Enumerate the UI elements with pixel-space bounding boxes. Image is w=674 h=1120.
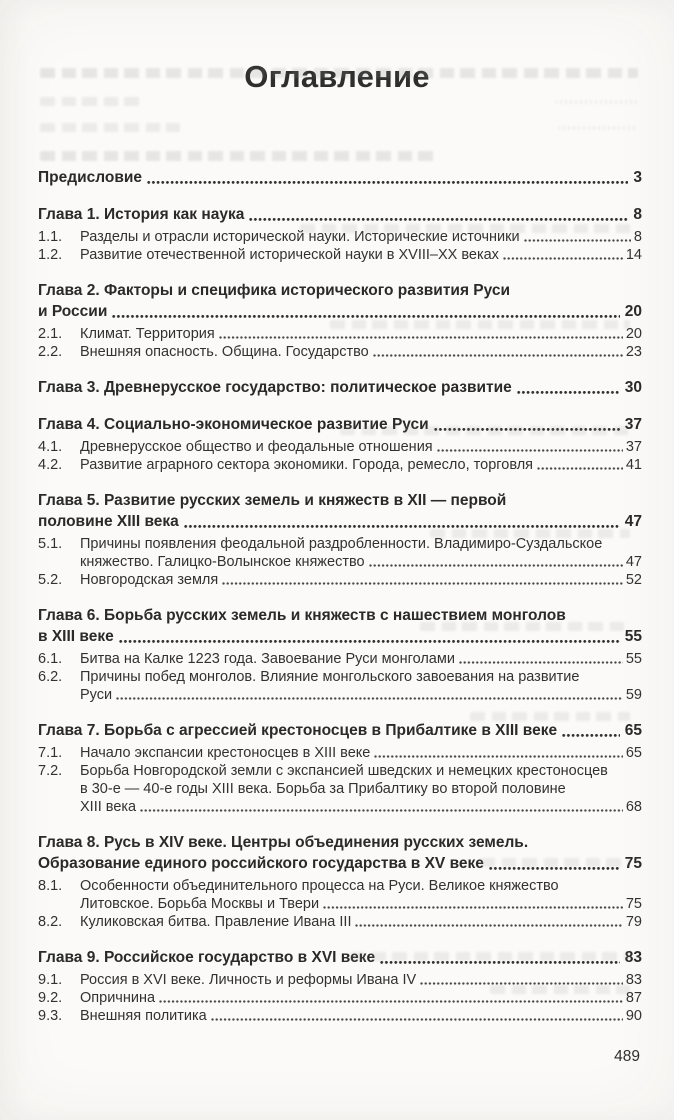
dot-leader: [323, 905, 623, 910]
toc-item-number: 9.1.: [38, 972, 63, 988]
dot-leader: [517, 390, 620, 395]
toc-item: [38, 246, 642, 264]
toc-item-text: Развитие отечественной исторической науки в XVIII–XX веках: [80, 247, 499, 263]
toc-item: [38, 762, 642, 816]
dot-leader: [524, 238, 631, 243]
toc-item-text: Древнерусское общество и феодальные отношения: [80, 439, 433, 455]
toc-item-page-number: 83: [625, 972, 642, 988]
toc-item: [38, 650, 642, 668]
toc-items: [38, 438, 642, 474]
toc-item-body: [80, 456, 642, 474]
dot-leader: [219, 335, 623, 340]
bleedthrough-text-ghost: [40, 151, 435, 161]
dot-leader: [369, 563, 623, 568]
dot-leader: [562, 733, 620, 738]
dot-leader: [537, 466, 623, 471]
toc-item-text: Развитие аграрного сектора экономики. Города, ремесло, торговля: [80, 457, 534, 473]
bleedthrough-text-ghost: [300, 224, 630, 233]
dot-leader: [112, 314, 619, 319]
toc-item-page-number: 41: [625, 457, 642, 473]
chapter-heading-text: Глава 9. Российское государство в XVI веке: [38, 949, 376, 966]
bleedthrough-text-ghost: [558, 126, 638, 130]
toc-item-number: 5.2.: [38, 572, 63, 588]
toc-item-page-number: 68: [625, 799, 642, 815]
chapter-heading-text: Глава 4. Социально-экономическое развитие Руси: [38, 416, 429, 433]
chapter-heading-line: [38, 301, 642, 322]
toc-item-number: 1.2.: [38, 247, 63, 263]
toc-item-text: Внешняя политика: [80, 1008, 207, 1024]
toc-item-line: [80, 553, 642, 571]
toc-item-line: [80, 246, 642, 264]
toc-item-line: [80, 571, 642, 589]
chapter-heading-text: Предисловие: [38, 169, 143, 186]
toc-item-line: [80, 744, 642, 762]
chapter-page-number: 30: [624, 379, 642, 396]
dot-leader: [373, 353, 623, 358]
chapter-page-number: 47: [624, 513, 642, 530]
toc-item: [38, 668, 642, 704]
toc-item-text: княжество. Галицко-Волынское княжество: [80, 554, 365, 570]
toc-item-page-number: 55: [625, 651, 642, 667]
chapter-heading-line: [38, 204, 642, 225]
chapter-heading-line: [38, 167, 642, 188]
toc-item-body: [80, 744, 642, 762]
page-number: 489: [614, 1048, 640, 1065]
dot-leader: [459, 660, 623, 665]
toc-entry: [38, 832, 642, 931]
bleedthrough-text-ghost: [480, 858, 630, 867]
chapter-heading-line: Глава 2. Факторы и специфика исторического развития Руси: [38, 282, 511, 299]
chapter-page-number: 37: [624, 416, 642, 433]
bleedthrough-text-ghost: [40, 123, 180, 132]
bleedthrough-text-ghost: [340, 426, 630, 435]
toc-item-number: 2.2.: [38, 344, 63, 360]
toc-item-page-number: 59: [625, 687, 642, 703]
toc-item-line: [80, 895, 642, 913]
bleedthrough-text-ghost: [470, 712, 630, 721]
chapter-heading-text: в XIII веке: [38, 628, 114, 645]
toc-item-page-number: 14: [625, 247, 642, 263]
dot-leader: [116, 696, 623, 701]
toc-item-text: Новгородская земля: [80, 572, 219, 588]
toc-item: [38, 913, 642, 931]
toc-item-number: 8.2.: [38, 914, 63, 930]
chapter-page-number: 83: [624, 949, 642, 966]
toc-item-text: Опричнина: [80, 990, 156, 1006]
toc-item-number: 4.1.: [38, 439, 63, 455]
toc-item-line: Борьба Новгородской земли с экспансией шведских и немецких крестоносцев: [80, 763, 608, 779]
chapter-page-number: 75: [624, 855, 642, 872]
dot-leader: [249, 217, 628, 222]
toc-entry: [38, 377, 642, 398]
toc-item: [38, 877, 642, 913]
chapter-page-number: 8: [633, 206, 642, 223]
toc-item-page-number: 47: [625, 554, 642, 570]
dot-leader: [503, 256, 623, 261]
toc-item-body: [80, 668, 642, 704]
chapter-heading-line: [38, 377, 642, 398]
toc-item-number: 6.2.: [38, 669, 63, 685]
toc-item-number: 4.2.: [38, 457, 63, 473]
toc-item-body: [80, 1007, 642, 1025]
bleedthrough-text-ghost: [40, 97, 145, 106]
toc-item-number: 9.2.: [38, 990, 63, 1006]
toc-item-line: [80, 343, 642, 361]
toc-item-page-number: 90: [625, 1008, 642, 1024]
chapter-heading-line: Глава 8. Русь в XIV веке. Центры объединения русских земель.: [38, 834, 529, 851]
toc-items: [38, 744, 642, 816]
toc-item-number: 9.3.: [38, 1008, 63, 1024]
toc-item-line: [80, 686, 642, 704]
toc-item-page-number: 65: [625, 745, 642, 761]
toc-item-body: [80, 650, 642, 668]
toc-item-text: Климат. Территория: [80, 326, 215, 342]
toc-item-line: [80, 650, 642, 668]
toc-item-text: XIII века: [80, 799, 137, 815]
toc-item-line: Причины побед монголов. Влияние монгольского завоевания на развитие: [80, 669, 580, 685]
dot-leader: [147, 180, 628, 185]
toc-item-number: 2.1.: [38, 326, 63, 342]
toc-item-body: [80, 877, 642, 913]
toc-entry: [38, 167, 642, 188]
toc-item-line: [80, 913, 642, 931]
chapter-page-number: 55: [624, 628, 642, 645]
toc-item: [38, 535, 642, 571]
toc-item-text: Битва на Калке 1223 года. Завоевание Руси монголами: [80, 651, 455, 667]
bleedthrough-text-ghost: [490, 985, 630, 994]
toc-items: [38, 971, 642, 1025]
toc-item-line: Особенности объединительного процесса на Руси. Великое княжество: [80, 878, 559, 894]
chapter-page-number: 65: [624, 722, 642, 739]
toc-entry: [38, 720, 642, 816]
toc-item-text: Куликовская битва. Правление Ивана III: [80, 914, 352, 930]
toc-entry: [38, 605, 642, 704]
toc-item-text: Россия в XVI веке. Личность и реформы Ивана IV: [80, 972, 417, 988]
dot-leader: [140, 808, 623, 813]
toc-item-number: 1.1.: [38, 229, 63, 245]
toc-item-text: Литовское. Борьба Москвы и Твери: [80, 896, 320, 912]
chapter-page-number: 20: [624, 303, 642, 320]
toc-item: [38, 438, 642, 456]
chapter-heading-text: и России: [38, 303, 108, 320]
chapter-heading-text: Глава 7. Борьба с агрессией крестоносцев в Прибалтике в XIII веке: [38, 722, 558, 739]
toc-item-line: [80, 438, 642, 456]
toc-items: [38, 228, 642, 264]
toc-item-number: 6.1.: [38, 651, 63, 667]
toc-item-text: Начало экспансии крестоносцев в XIII веке: [80, 745, 371, 761]
dot-leader: [437, 448, 623, 453]
bleedthrough-text-ghost: [350, 952, 630, 961]
toc-item-line: [80, 1007, 642, 1025]
bleedthrough-text-ghost: [555, 100, 638, 104]
toc-items: [38, 877, 642, 931]
toc-item-body: [80, 246, 642, 264]
dot-leader: [222, 581, 623, 586]
toc-entry: [38, 414, 642, 474]
toc-item-line: [80, 456, 642, 474]
toc-item-number: 7.1.: [38, 745, 63, 761]
toc-item-body: [80, 535, 642, 571]
toc-item-page-number: 52: [625, 572, 642, 588]
toc-item-page-number: 20: [625, 326, 642, 342]
table-of-contents: [0, 167, 674, 1025]
toc-item-text: Внешняя опасность. Община. Государство: [80, 344, 369, 360]
toc-item-line: в 30-е — 40-е годы XIII века. Борьба за Прибалтику во второй половине: [80, 781, 566, 797]
toc-items: [38, 650, 642, 704]
toc-item: [38, 343, 642, 361]
toc-item-body: [80, 571, 642, 589]
toc-item-page-number: 79: [625, 914, 642, 930]
dot-leader: [374, 754, 623, 759]
toc-item-body: [80, 913, 642, 931]
chapter-heading-line: [38, 720, 642, 741]
bleedthrough-text-ghost: [330, 320, 630, 329]
toc-item-page-number: 87: [625, 990, 642, 1006]
dot-leader: [119, 639, 620, 644]
toc-item-page-number: 75: [625, 896, 642, 912]
chapter-heading-text: Глава 1. История как наука: [38, 206, 245, 223]
toc-item-number: 8.1.: [38, 878, 63, 894]
bleedthrough-text-ghost: [40, 68, 638, 78]
toc-item-page-number: 37: [625, 439, 642, 455]
toc-item: [38, 744, 642, 762]
bleedthrough-text-ghost: [420, 622, 630, 631]
toc-item-number: 5.1.: [38, 536, 63, 552]
toc-item: [38, 571, 642, 589]
dot-leader: [159, 999, 623, 1004]
dot-leader: [211, 1017, 623, 1022]
toc-items: [38, 535, 642, 589]
chapter-heading-text: Образование единого российского государства в XV веке: [38, 855, 484, 872]
toc-item: [38, 456, 642, 474]
toc-item-line: Причины появления феодальной раздробленности. Владимиро-Суздальское: [80, 536, 603, 552]
dot-leader: [355, 923, 622, 928]
toc-items: [38, 325, 642, 361]
chapter-heading-text: половине XIII века: [38, 513, 179, 530]
chapter-page-number: 3: [633, 169, 642, 186]
toc-item: [38, 1007, 642, 1025]
toc-entry: [38, 490, 642, 589]
chapter-heading-line: Глава 6. Борьба русских земель и княжеств с нашествием монголов: [38, 607, 566, 624]
bleedthrough-text-ghost: [430, 529, 630, 538]
toc-item-page-number: 23: [625, 344, 642, 360]
toc-item-text: Руси: [80, 687, 113, 703]
toc-item-body: [80, 762, 642, 816]
chapter-heading-text: Глава 3. Древнерусское государство: политическое развитие: [38, 379, 512, 396]
toc-item-body: [80, 343, 642, 361]
toc-entry: [38, 204, 642, 264]
toc-item-line: [80, 798, 642, 816]
page-title: Оглавление: [244, 59, 430, 94]
toc-item-text: Разделы и отрасли исторической науки. Исторические источники: [80, 229, 520, 245]
chapter-heading-line: Глава 5. Развитие русских земель и княжеств в XII — первой: [38, 492, 507, 509]
toc-item-page-number: 8: [633, 229, 642, 245]
toc-item-body: [80, 438, 642, 456]
toc-item-number: 7.2.: [38, 763, 63, 779]
